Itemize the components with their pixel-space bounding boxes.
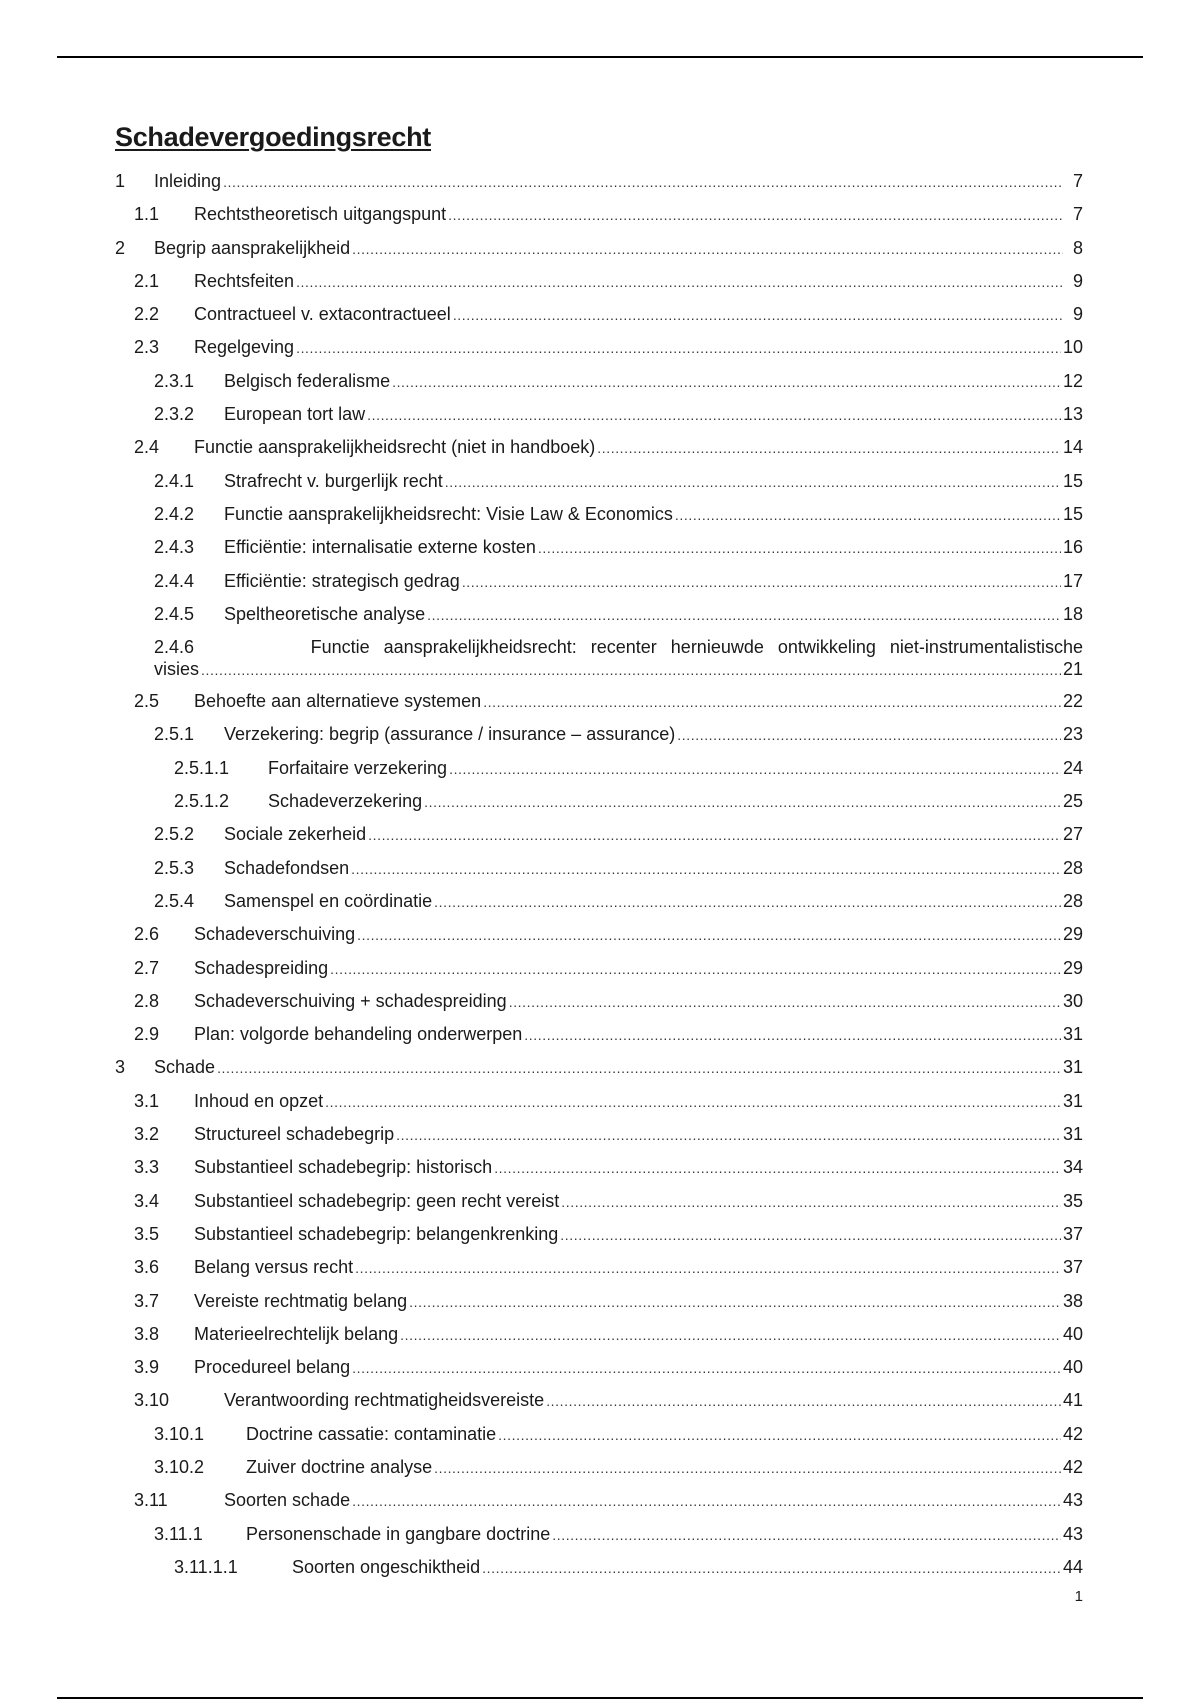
toc-entry-number: 2.5.3 bbox=[154, 857, 195, 878]
toc-entry-page: 37 bbox=[1062, 1257, 1083, 1278]
toc-entry-label: Substantieel schadebegrip: historisch bbox=[194, 1157, 493, 1178]
toc-leader-dots bbox=[482, 1557, 1061, 1579]
toc-entry-number: 3.1 bbox=[134, 1090, 160, 1111]
toc-leader-dots bbox=[546, 1390, 1061, 1412]
toc-leader-dots bbox=[498, 1424, 1061, 1446]
toc-entry-page: 10 bbox=[1062, 337, 1083, 358]
toc-entry[interactable] bbox=[115, 503, 1083, 536]
toc-leader-dots bbox=[560, 1224, 1061, 1246]
toc-leader-dots bbox=[325, 1091, 1061, 1113]
toc-entry[interactable] bbox=[115, 690, 1083, 723]
toc-entry[interactable] bbox=[115, 1323, 1083, 1356]
toc-entry-label: Behoefte aan alternatieve systemen bbox=[194, 691, 482, 712]
toc-leader-dots bbox=[351, 858, 1061, 880]
toc-entry-number: 2.4.5 bbox=[154, 603, 195, 624]
toc-entry-page: 31 bbox=[1062, 1124, 1083, 1145]
toc-entry[interactable] bbox=[115, 1190, 1083, 1223]
toc-entry-page: 31 bbox=[1062, 1090, 1083, 1111]
toc-entry-page: 34 bbox=[1062, 1157, 1083, 1178]
toc-entry-number: 2.4 bbox=[134, 437, 160, 458]
toc-entry-number: 2.4.1 bbox=[154, 470, 195, 491]
toc-entry-label: Verantwoording rechtmatigheidsvereiste bbox=[224, 1390, 545, 1411]
toc-entry[interactable] bbox=[115, 1223, 1083, 1256]
toc-entry-page: 40 bbox=[1062, 1357, 1083, 1378]
toc-entry-label: Schadeverschuiving bbox=[194, 924, 356, 945]
toc-entry-page: 29 bbox=[1062, 924, 1083, 945]
toc-entry-label: Rechtsfeiten bbox=[194, 270, 295, 291]
toc-entry-label: Soorten schade bbox=[224, 1490, 351, 1511]
toc-entry-page: 44 bbox=[1062, 1556, 1083, 1577]
toc-leader-dots bbox=[561, 1191, 1061, 1213]
toc-entry-number: 3.11.1 bbox=[154, 1523, 203, 1544]
toc-entry[interactable] bbox=[115, 857, 1083, 890]
toc-entry-label: Regelgeving bbox=[194, 337, 295, 358]
toc-entry-number: 1 bbox=[115, 171, 126, 191]
toc-entry-page: 13 bbox=[1062, 404, 1083, 425]
table-of-contents bbox=[115, 170, 1083, 1589]
toc-entry-page: 15 bbox=[1062, 503, 1083, 524]
toc-entry-number: 2.5.1.2 bbox=[174, 791, 230, 812]
toc-entry-page: 28 bbox=[1062, 890, 1083, 911]
toc-entry[interactable] bbox=[115, 890, 1083, 923]
toc-entry[interactable] bbox=[115, 1256, 1083, 1289]
toc-entry-label: Functie aansprakelijkheidsrecht (niet in handboek) bbox=[194, 437, 596, 458]
toc-entry-label: Vereiste rechtmatig belang bbox=[194, 1290, 408, 1311]
toc-entry-number: 3.11 bbox=[134, 1490, 168, 1511]
toc-entry-label: Begrip aansprakelijkheid bbox=[154, 237, 351, 258]
toc-entry-label: European tort law bbox=[224, 404, 366, 425]
toc-entry-label: Efficiëntie: internalisatie externe kosten bbox=[224, 537, 536, 558]
toc-entry-number: 3.5 bbox=[134, 1223, 160, 1244]
toc-entry-page: 21 bbox=[1062, 659, 1083, 680]
toc-entry[interactable] bbox=[115, 1290, 1083, 1323]
toc-entry[interactable] bbox=[115, 170, 1083, 203]
toc-entry-number: 3.3 bbox=[134, 1157, 160, 1178]
toc-entry-label: Inhoud en opzet bbox=[194, 1090, 324, 1111]
toc-entry-number: 2.3 bbox=[134, 337, 160, 358]
toc-entry-label: Inleiding bbox=[154, 171, 222, 191]
toc-entry-number: 2.7 bbox=[134, 957, 160, 978]
toc-entry-page: 42 bbox=[1062, 1423, 1083, 1444]
toc-entry[interactable] bbox=[115, 536, 1083, 569]
toc-leader-dots bbox=[427, 604, 1061, 626]
toc-entry[interactable] bbox=[115, 336, 1083, 369]
toc-entry-page: 24 bbox=[1062, 757, 1083, 778]
toc-entry-page: 7 bbox=[1072, 171, 1083, 191]
toc-leader-dots bbox=[223, 171, 1063, 193]
toc-entry-number: 3.7 bbox=[134, 1290, 160, 1311]
toc-leader-dots bbox=[357, 924, 1061, 946]
toc-entry-label: Functie aansprakelijkheidsrecht: Visie Law & Economics bbox=[224, 503, 673, 524]
toc-entry[interactable] bbox=[115, 1389, 1083, 1422]
toc-entry-number: 1.1 bbox=[134, 204, 160, 225]
toc-leader-dots bbox=[448, 204, 1063, 226]
toc-entry[interactable] bbox=[115, 237, 1083, 270]
toc-entry-label: Structureel schadebegrip bbox=[194, 1124, 395, 1145]
toc-entry-number: 3 bbox=[115, 1057, 126, 1078]
toc-leader-dots bbox=[355, 1257, 1061, 1279]
toc-entry-page: 18 bbox=[1062, 603, 1083, 624]
toc-leader-dots bbox=[453, 304, 1063, 326]
toc-leader-dots bbox=[597, 437, 1061, 459]
toc-entry-page: 31 bbox=[1062, 1024, 1083, 1045]
toc-leader-dots bbox=[524, 1024, 1061, 1046]
toc-entry-label: Rechtstheoretisch uitgangspunt bbox=[194, 204, 447, 225]
toc-leader-dots bbox=[352, 1490, 1061, 1512]
page-number: 1 bbox=[1074, 1588, 1083, 1605]
toc-leader-dots bbox=[367, 404, 1061, 426]
toc-entry[interactable] bbox=[115, 923, 1083, 956]
toc-entry-number: 2.5.4 bbox=[154, 890, 195, 911]
toc-leader-dots bbox=[396, 1124, 1061, 1146]
toc-entry-page: 41 bbox=[1062, 1390, 1083, 1411]
toc-entry-number: 3.6 bbox=[134, 1257, 160, 1278]
toc-entry-label: Forfaitaire verzekering bbox=[268, 757, 448, 778]
toc-entry-label: Sociale zekerheid bbox=[224, 824, 367, 845]
toc-entry-label: Substantieel schadebegrip: belangenkrenking bbox=[194, 1223, 559, 1244]
toc-entry-number: 3.10 bbox=[134, 1390, 170, 1411]
toc-entry[interactable] bbox=[115, 1556, 1083, 1589]
toc-entry[interactable] bbox=[115, 203, 1083, 236]
toc-entry-number: 3.8 bbox=[134, 1323, 160, 1344]
toc-entry-number: 2.9 bbox=[134, 1024, 160, 1045]
toc-entry[interactable] bbox=[115, 1456, 1083, 1489]
toc-leader-dots bbox=[368, 824, 1061, 846]
toc-entry[interactable] bbox=[115, 1123, 1083, 1156]
toc-entry-number: 3.10.1 bbox=[154, 1423, 205, 1444]
toc-entry[interactable] bbox=[115, 790, 1083, 823]
toc-entry-label: Procedureel belang bbox=[194, 1357, 351, 1378]
toc-entry-label: Personenschade in gangbare doctrine bbox=[246, 1523, 551, 1544]
toc-leader-dots bbox=[483, 691, 1061, 713]
toc-entry-number: 3.10.2 bbox=[154, 1456, 205, 1477]
toc-entry-number: 2.4.2 bbox=[154, 503, 195, 524]
toc-entry-number: 2.5.1.1 bbox=[174, 757, 230, 778]
toc-entry-page: 43 bbox=[1062, 1523, 1083, 1544]
toc-leader-dots bbox=[538, 537, 1061, 559]
toc-entry[interactable] bbox=[115, 723, 1083, 756]
toc-leader-dots bbox=[449, 758, 1061, 780]
toc-entry-number: 3.2 bbox=[134, 1124, 160, 1145]
toc-entry-label: Schadespreiding bbox=[194, 957, 329, 978]
toc-entry-page: 14 bbox=[1062, 437, 1083, 458]
toc-entry-page: 23 bbox=[1062, 724, 1083, 745]
toc-entry-page: 37 bbox=[1062, 1223, 1083, 1244]
toc-entry-label: Schadeverschuiving + schadespreiding bbox=[194, 990, 507, 1011]
header-rule bbox=[57, 56, 1143, 58]
toc-entry-number: 2.3.2 bbox=[154, 404, 195, 425]
toc-entry-page: 9 bbox=[1072, 270, 1083, 291]
toc-entry-label: Schade bbox=[154, 1057, 216, 1078]
toc-entry[interactable] bbox=[115, 957, 1083, 990]
toc-entry-page: 31 bbox=[1062, 1057, 1083, 1078]
toc-entry-label: Verzekering: begrip (assurance / insurance – assurance) bbox=[224, 724, 676, 745]
toc-entry[interactable] bbox=[115, 636, 1083, 690]
toc-entry-label: Zuiver doctrine analyse bbox=[246, 1456, 433, 1477]
toc-entry-page: 42 bbox=[1062, 1456, 1083, 1477]
toc-entry-label: Soorten ongeschiktheid bbox=[292, 1556, 481, 1577]
toc-entry-number: 3.9 bbox=[134, 1357, 160, 1378]
toc-entry-label: Schadefondsen bbox=[224, 857, 350, 878]
toc-leader-dots bbox=[409, 1291, 1061, 1313]
toc-entry-page: 30 bbox=[1062, 990, 1083, 1011]
toc-entry[interactable] bbox=[115, 757, 1083, 790]
toc-entry-page: 17 bbox=[1062, 570, 1083, 591]
toc-entry-page: 7 bbox=[1072, 204, 1083, 225]
toc-leader-dots bbox=[296, 271, 1063, 293]
toc-entry[interactable] bbox=[115, 470, 1083, 503]
toc-entry-page: 12 bbox=[1062, 370, 1083, 391]
toc-entry[interactable] bbox=[115, 823, 1083, 856]
toc-entry-page: 22 bbox=[1062, 691, 1083, 712]
toc-entry-page: 9 bbox=[1072, 304, 1083, 325]
toc-leader-dots bbox=[217, 1057, 1061, 1079]
toc-entry[interactable] bbox=[115, 370, 1083, 403]
toc-entry-label: Samenspel en coördinatie bbox=[224, 890, 433, 911]
toc-entry-label: Functie aansprakelijkheidsrecht: recenter hernieuwde ontwikkeling niet-instrumentalistische bbox=[310, 637, 1083, 658]
toc-entry-page: 40 bbox=[1062, 1323, 1083, 1344]
toc-entry[interactable] bbox=[115, 1156, 1083, 1189]
toc-entry-number: 2 bbox=[115, 237, 126, 258]
toc-entry-number: 2.5.2 bbox=[154, 824, 195, 845]
toc-leader-dots bbox=[424, 791, 1061, 813]
toc-entry-number: 2.6 bbox=[134, 924, 160, 945]
toc-entry-page: 25 bbox=[1062, 791, 1083, 812]
toc-leader-dots bbox=[675, 504, 1061, 526]
footer-rule bbox=[57, 1697, 1143, 1699]
toc-leader-dots bbox=[677, 724, 1061, 746]
toc-entry-number: 2.5.1 bbox=[154, 724, 195, 745]
toc-entry[interactable] bbox=[115, 1023, 1083, 1056]
toc-leader-dots bbox=[445, 471, 1061, 493]
toc-leader-dots bbox=[434, 891, 1061, 913]
toc-entry-label: Schadeverzekering bbox=[268, 791, 423, 812]
toc-entry[interactable] bbox=[115, 303, 1083, 336]
toc-entry-page: 15 bbox=[1062, 470, 1083, 491]
toc-entry[interactable] bbox=[115, 436, 1083, 469]
toc-entry[interactable] bbox=[115, 1056, 1083, 1089]
toc-entry-number: 2.4.4 bbox=[154, 570, 195, 591]
toc-entry-label: Doctrine cassatie: contaminatie bbox=[246, 1423, 497, 1444]
toc-entry-number: 2.3.1 bbox=[154, 370, 195, 391]
toc-entry-page: 27 bbox=[1062, 824, 1083, 845]
toc-entry-label: Materieelrechtelijk belang bbox=[194, 1323, 399, 1344]
toc-entry-number: 2.4.3 bbox=[154, 537, 195, 558]
toc-entry-label: Substantieel schadebegrip: geen recht vereist bbox=[194, 1190, 560, 1211]
toc-entry[interactable] bbox=[115, 1090, 1083, 1123]
toc-entry[interactable] bbox=[115, 1489, 1083, 1522]
toc-leader-dots bbox=[296, 337, 1061, 359]
toc-entry-page: 8 bbox=[1072, 237, 1083, 258]
toc-leader-dots bbox=[552, 1524, 1061, 1546]
toc-entry-label: Plan: volgorde behandeling onderwerpen bbox=[194, 1024, 523, 1045]
toc-entry-number: 2.1 bbox=[134, 270, 160, 291]
toc-entry-label: Efficiëntie: strategisch gedrag bbox=[224, 570, 460, 591]
toc-leader-dots bbox=[462, 571, 1061, 593]
toc-entry[interactable] bbox=[115, 403, 1083, 436]
toc-leader-dots bbox=[201, 659, 1061, 681]
toc-entry-label-continued: visies bbox=[154, 659, 200, 680]
toc-entry-number: 2.4.6 bbox=[154, 637, 195, 658]
toc-entry-page: 29 bbox=[1062, 957, 1083, 978]
toc-entry-page: 28 bbox=[1062, 857, 1083, 878]
toc-entry-page: 16 bbox=[1062, 537, 1083, 558]
toc-leader-dots bbox=[509, 991, 1061, 1013]
toc-leader-dots bbox=[330, 958, 1061, 980]
toc-leader-dots bbox=[352, 238, 1063, 260]
toc-entry-page: 35 bbox=[1062, 1190, 1083, 1211]
document-title: Schadevergoedingsrecht bbox=[115, 122, 432, 152]
toc-entry-label: Belgisch federalisme bbox=[224, 370, 391, 391]
toc-leader-dots bbox=[400, 1324, 1061, 1346]
toc-leader-dots bbox=[352, 1357, 1061, 1379]
toc-entry[interactable] bbox=[115, 570, 1083, 603]
toc-entry-label: Strafrecht v. burgerlijk recht bbox=[224, 470, 443, 491]
toc-entry[interactable] bbox=[115, 270, 1083, 303]
toc-entry-label: Contractueel v. extacontractueel bbox=[194, 304, 451, 325]
toc-leader-dots bbox=[494, 1157, 1061, 1179]
toc-entry-page: 38 bbox=[1062, 1290, 1083, 1311]
toc-entry-number: 2.5 bbox=[134, 691, 160, 712]
toc-entry[interactable] bbox=[115, 990, 1083, 1023]
toc-entry-number: 3.4 bbox=[134, 1190, 160, 1211]
toc-leader-dots bbox=[434, 1457, 1061, 1479]
toc-entry[interactable] bbox=[115, 1356, 1083, 1389]
toc-entry-number: 2.2 bbox=[134, 304, 160, 325]
toc-entry[interactable] bbox=[115, 1523, 1083, 1556]
toc-leader-dots bbox=[392, 371, 1061, 393]
toc-entry-label: Speltheoretische analyse bbox=[224, 603, 426, 624]
toc-entry[interactable] bbox=[115, 603, 1083, 636]
toc-entry-number: 2.8 bbox=[134, 990, 160, 1011]
toc-entry-label: Belang versus recht bbox=[194, 1257, 354, 1278]
toc-entry[interactable] bbox=[115, 1423, 1083, 1456]
toc-entry-page: 43 bbox=[1062, 1490, 1083, 1511]
toc-entry-number: 3.11.1.1 bbox=[174, 1556, 238, 1577]
